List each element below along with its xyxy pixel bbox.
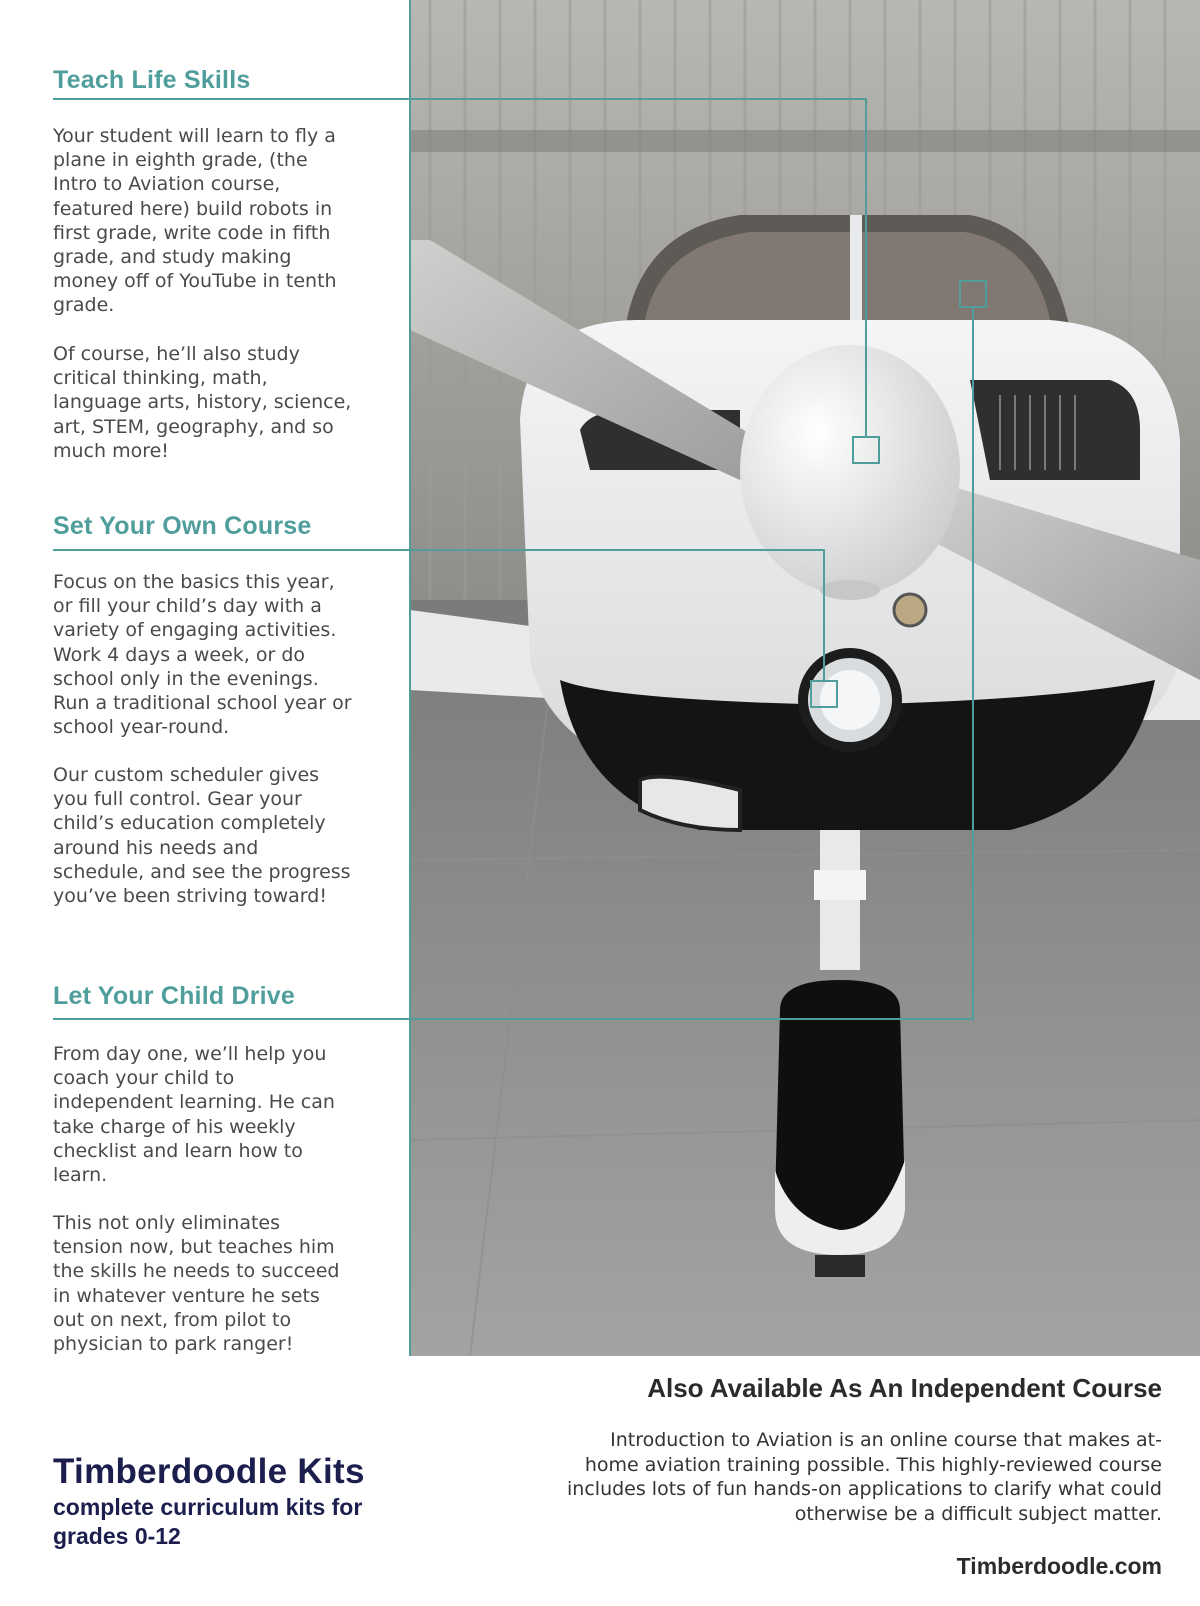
brand-name: Timberdoodle Kits bbox=[53, 1452, 365, 1491]
brand-tagline: complete curriculum kits for grades 0-12 bbox=[53, 1494, 363, 1549]
heading-let-your-child-drive: Let Your Child Drive bbox=[53, 982, 296, 1010]
website-link[interactable]: Timberdoodle.com bbox=[956, 1553, 1162, 1579]
teach-life-skills-paragraph-2: Of course, he’ll also study critical thinking, math, language arts, history, science, art, STEM, geography, and so much more! bbox=[53, 343, 352, 462]
independent-course-title: Also Available As An Independent Course bbox=[647, 1373, 1162, 1403]
set-your-own-course-paragraph-2: Our custom scheduler gives you full control. Gear your child’s education completely around his needs and schedule, and see the progress you’ve been striving toward! bbox=[53, 764, 351, 908]
airplane-photo bbox=[410, 0, 1200, 1356]
let-your-child-drive-paragraph-1: From day one, we’ll help you coach your child to independent learning. He can take charge of his weekly checklist and learn how to learn. bbox=[53, 1043, 335, 1187]
let-your-child-drive-paragraph-2: This not only eliminates tension now, but teaches him the skills he needs to succeed in whatever venture he sets out on next, from pilot to physician to park ranger! bbox=[53, 1212, 340, 1356]
heading-set-your-own-course: Set Your Own Course bbox=[53, 512, 312, 540]
teach-life-skills-paragraph-1: Your student will learn to fly a plane in eighth grade, (the Intro to Aviation course, featured here) build robots in first grade, write code in fifth grade, and study making money off of YouTube in tenth grade. bbox=[53, 125, 337, 317]
set-your-own-course-paragraph-1: Focus on the basics this year, or fill your child’s day with a variety of engaging activities. Work 4 days a week, or do school only in the evenings. Run a traditional school year or school year-round. bbox=[53, 571, 352, 739]
heading-teach-life-skills: Teach Life Skills bbox=[53, 66, 251, 94]
independent-course-description: Introduction to Aviation is an online course that makes at-home aviation training possible. This highly-reviewed course includes lots of fun hands-on applications to clarify what could otherwise be a difficult subject matter. bbox=[567, 1429, 1162, 1525]
